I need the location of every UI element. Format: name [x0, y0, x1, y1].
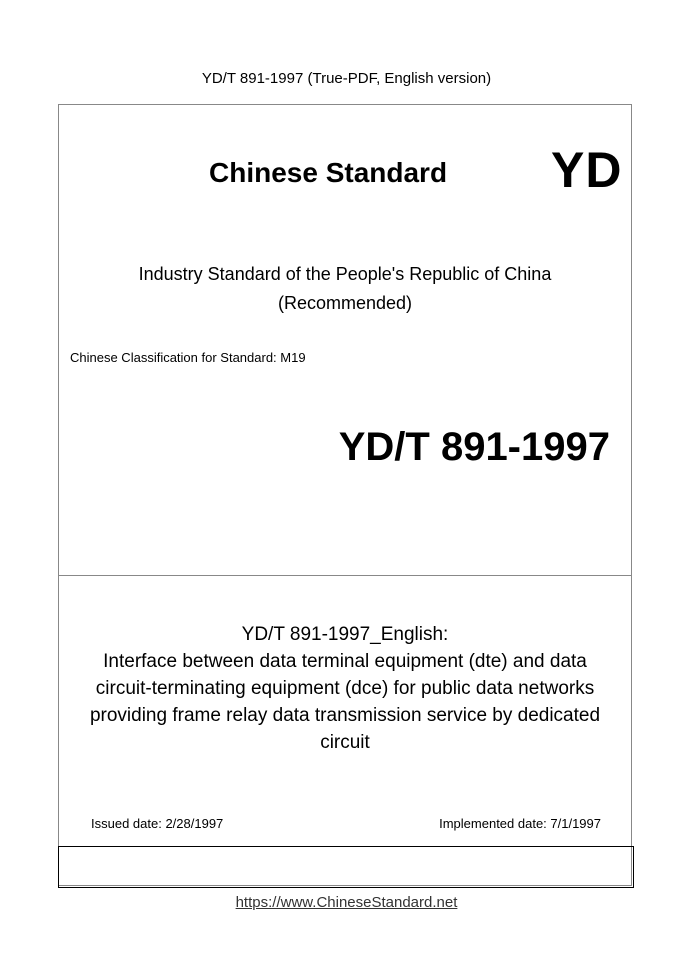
- classification-label: Chinese Classification for Standard: M19: [70, 350, 306, 365]
- page-header: YD/T 891-1997 (True-PDF, English version): [201, 70, 492, 87]
- cover-top-section: [59, 105, 631, 576]
- footer: [0, 894, 693, 911]
- document-title-line-5: circuit: [320, 732, 370, 753]
- document-title: [59, 621, 631, 756]
- cover-frame: [58, 104, 632, 886]
- website-link[interactable]: https://www.ChineseStandard.net: [235, 894, 458, 911]
- cover-middle-section: [59, 576, 631, 846]
- cover-bottom-box: [58, 846, 634, 888]
- document-title-line-3: circuit-terminating equipment (dce) for public data networks: [95, 678, 595, 699]
- standard-logo-code: YD: [551, 142, 623, 198]
- industry-line-2: (Recommended): [277, 293, 413, 313]
- document-title-line-4: providing frame relay data transmission service by dedicated: [89, 705, 601, 726]
- industry-line-1: Industry Standard of the People's Republic of China: [138, 264, 552, 284]
- implemented-date: Implemented date: 7/1/1997: [439, 816, 601, 831]
- issued-date: Issued date: 2/28/1997: [91, 816, 224, 831]
- standard-code: YD/T 891-1997: [338, 425, 610, 469]
- document-title-line-1: YD/T 891-1997_English:: [241, 624, 449, 645]
- industry-statement: [59, 260, 631, 318]
- cover-title: Chinese Standard: [209, 157, 448, 188]
- document-title-line-2: Interface between data terminal equipment (dte) and data: [103, 651, 587, 672]
